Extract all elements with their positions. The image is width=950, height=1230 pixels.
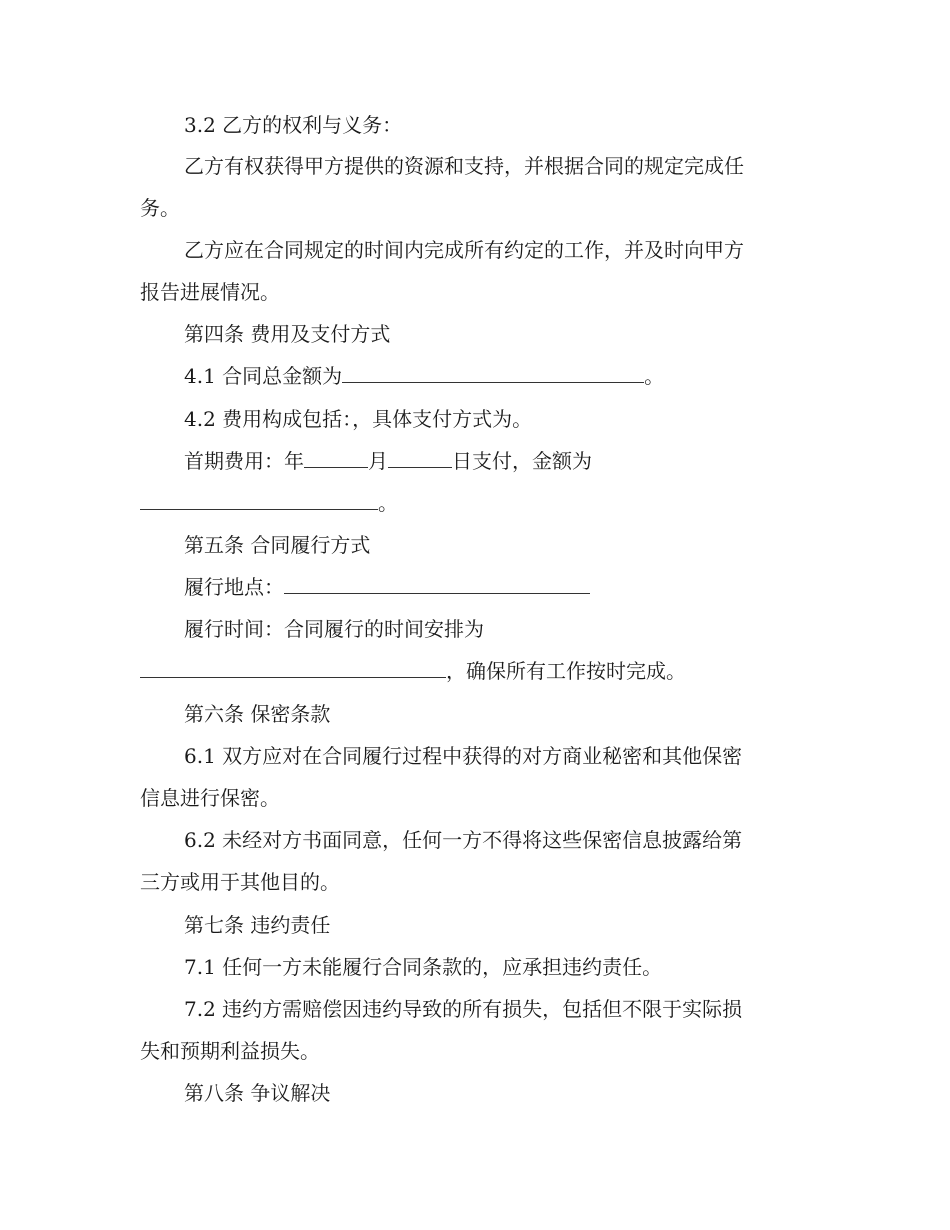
- paragraph-line: 7.2 违约方需赔偿因违约导致的所有损失，包括但不限于实际损: [184, 997, 743, 1021]
- first-fee-amount-line: [140, 490, 398, 516]
- clause-7-1: 7.1 任何一方未能履行合同条款的，应承担违约责任。: [184, 955, 663, 979]
- first-fee-label: 首期费用：年: [184, 449, 304, 473]
- place-line: [184, 574, 590, 600]
- paragraph-line: 乙方有权获得甲方提供的资源和支持，并根据合同的规定完成任: [184, 154, 744, 178]
- place-label: 履行地点：: [184, 575, 284, 599]
- article-6-title: 第六条 保密条款: [184, 702, 331, 726]
- first-fee-line: [184, 448, 592, 474]
- first-fee-amount-blank[interactable]: [140, 491, 378, 510]
- clause-4-2: 4.2 费用构成包括：，具体支付方式为。: [184, 407, 533, 431]
- article-7-title: 第七条 违约责任: [184, 913, 331, 937]
- paragraph-line: 失和预期利益损失。: [140, 1039, 320, 1063]
- article-4-title: 第四条 费用及支付方式: [184, 322, 391, 346]
- clause-4-1: [184, 363, 664, 389]
- total-amount-blank[interactable]: [342, 364, 644, 383]
- paragraph-line: 6.1 双方应对在合同履行过程中获得的对方商业秘密和其他保密: [184, 744, 743, 768]
- paragraph-line: 报告进展情况。: [140, 280, 280, 304]
- place-blank[interactable]: [284, 575, 590, 594]
- article-8-title: 第八条 争议解决: [184, 1081, 331, 1105]
- day-blank[interactable]: [388, 449, 452, 468]
- paragraph-line: 6.2 未经对方书面同意，任何一方不得将这些保密信息披露给第: [184, 828, 743, 852]
- section-3-2-heading: 3.2 乙方的权利与义务：: [184, 113, 403, 137]
- paragraph-line: 务。: [140, 196, 180, 220]
- first-fee-month: 月: [368, 449, 388, 473]
- month-blank[interactable]: [304, 449, 368, 468]
- time-blank[interactable]: [140, 659, 446, 678]
- time-line: 履行时间：合同履行的时间安排为: [184, 617, 484, 641]
- clause-4-1-label: 4.1 合同总金额为: [184, 364, 343, 388]
- paragraph-line: 三方或用于其他目的。: [140, 870, 340, 894]
- paragraph-line: 信息进行保密。: [140, 786, 280, 810]
- first-fee-end: 。: [378, 491, 398, 515]
- article-5-title: 第五条 合同履行方式: [184, 533, 371, 557]
- first-fee-day: 日支付，金额为: [452, 449, 592, 473]
- time-schedule-line: [140, 658, 686, 684]
- time-end: ，确保所有工作按时完成。: [446, 659, 686, 683]
- paragraph-line: 乙方应在合同规定的时间内完成所有约定的工作，并及时向甲方: [184, 238, 744, 262]
- clause-4-1-end: 。: [644, 364, 665, 388]
